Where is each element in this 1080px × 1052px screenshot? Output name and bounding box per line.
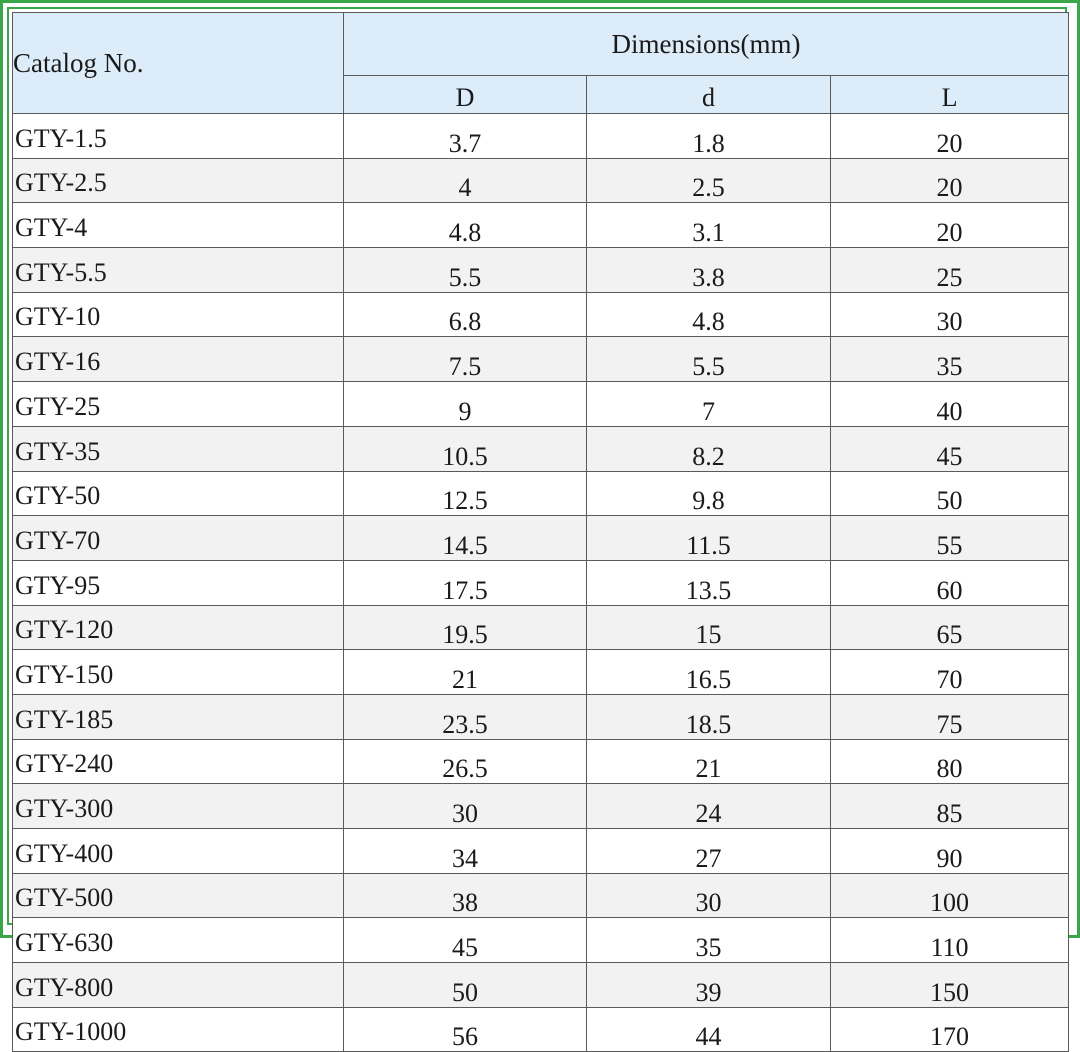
D-cell: 4.8 — [344, 203, 587, 248]
catalog-cell: GTY-185 — [13, 694, 344, 739]
column-header-d: d — [587, 76, 831, 114]
L-cell: 75 — [831, 694, 1069, 739]
d-cell: 21 — [587, 739, 831, 784]
D-cell: 5.5 — [344, 248, 587, 293]
table-row — [13, 292, 1069, 337]
L-cell: 70 — [831, 650, 1069, 695]
table-row — [13, 471, 1069, 516]
L-cell: 55 — [831, 516, 1069, 561]
L-cell: 85 — [831, 784, 1069, 829]
table-row — [13, 560, 1069, 605]
D-cell: 14.5 — [344, 516, 587, 561]
catalog-cell: GTY-5.5 — [13, 248, 344, 293]
L-cell: 25 — [831, 248, 1069, 293]
table-row — [13, 963, 1069, 1008]
column-header-L: L — [831, 76, 1069, 114]
table-body — [13, 114, 1069, 1052]
d-cell: 9.8 — [587, 471, 831, 516]
d-cell: 27 — [587, 829, 831, 874]
table-row — [13, 337, 1069, 382]
table-row — [13, 382, 1069, 427]
D-cell: 26.5 — [344, 739, 587, 784]
catalog-cell: GTY-10 — [13, 292, 344, 337]
d-cell: 15 — [587, 605, 831, 650]
d-cell: 24 — [587, 784, 831, 829]
L-cell: 90 — [831, 829, 1069, 874]
D-cell: 12.5 — [344, 471, 587, 516]
catalog-cell: GTY-50 — [13, 471, 344, 516]
catalog-cell: GTY-16 — [13, 337, 344, 382]
L-cell: 170 — [831, 1007, 1069, 1052]
d-cell: 35 — [587, 918, 831, 963]
D-cell: 34 — [344, 829, 587, 874]
table-row — [13, 650, 1069, 695]
catalog-cell: GTY-630 — [13, 918, 344, 963]
d-cell: 1.8 — [587, 114, 831, 159]
table-row — [13, 114, 1069, 159]
catalog-cell: GTY-25 — [13, 382, 344, 427]
table-row — [13, 1007, 1069, 1052]
d-cell: 5.5 — [587, 337, 831, 382]
d-cell: 2.5 — [587, 158, 831, 203]
table-row — [13, 873, 1069, 918]
D-cell: 10.5 — [344, 426, 587, 471]
L-cell: 100 — [831, 873, 1069, 918]
dimensions-header: Dimensions(mm) — [344, 13, 1069, 76]
L-cell: 35 — [831, 337, 1069, 382]
L-cell: 150 — [831, 963, 1069, 1008]
D-cell: 21 — [344, 650, 587, 695]
d-cell: 30 — [587, 873, 831, 918]
D-cell: 30 — [344, 784, 587, 829]
d-cell: 13.5 — [587, 560, 831, 605]
L-cell: 110 — [831, 918, 1069, 963]
D-cell: 19.5 — [344, 605, 587, 650]
L-cell: 20 — [831, 158, 1069, 203]
L-cell: 65 — [831, 605, 1069, 650]
catalog-cell: GTY-95 — [13, 560, 344, 605]
catalog-cell: GTY-2.5 — [13, 158, 344, 203]
table-row — [13, 784, 1069, 829]
catalog-cell: GTY-240 — [13, 739, 344, 784]
D-cell: 17.5 — [344, 560, 587, 605]
D-cell: 50 — [344, 963, 587, 1008]
catalog-cell: GTY-400 — [13, 829, 344, 874]
d-cell: 3.1 — [587, 203, 831, 248]
L-cell: 30 — [831, 292, 1069, 337]
column-header-D: D — [344, 76, 587, 114]
L-cell: 80 — [831, 739, 1069, 784]
d-cell: 3.8 — [587, 248, 831, 293]
catalog-cell: GTY-120 — [13, 605, 344, 650]
table-row — [13, 739, 1069, 784]
d-cell: 18.5 — [587, 694, 831, 739]
catalog-cell: GTY-4 — [13, 203, 344, 248]
D-cell: 38 — [344, 873, 587, 918]
d-cell: 44 — [587, 1007, 831, 1052]
table-row — [13, 158, 1069, 203]
D-cell: 6.8 — [344, 292, 587, 337]
catalog-cell: GTY-1.5 — [13, 114, 344, 159]
L-cell: 60 — [831, 560, 1069, 605]
dimensions-table — [12, 12, 1069, 1052]
d-cell: 39 — [587, 963, 831, 1008]
L-cell: 20 — [831, 114, 1069, 159]
table-row — [13, 516, 1069, 561]
L-cell: 50 — [831, 471, 1069, 516]
table-row — [13, 829, 1069, 874]
catalog-cell: GTY-300 — [13, 784, 344, 829]
d-cell: 16.5 — [587, 650, 831, 695]
catalog-cell: GTY-35 — [13, 426, 344, 471]
D-cell: 9 — [344, 382, 587, 427]
table-row — [13, 203, 1069, 248]
d-cell: 4.8 — [587, 292, 831, 337]
catalog-cell: GTY-1000 — [13, 1007, 344, 1052]
d-cell: 8.2 — [587, 426, 831, 471]
d-cell: 7 — [587, 382, 831, 427]
table-row — [13, 694, 1069, 739]
table-row — [13, 918, 1069, 963]
catalog-cell: GTY-70 — [13, 516, 344, 561]
catalog-cell: GTY-150 — [13, 650, 344, 695]
table-row — [13, 248, 1069, 293]
D-cell: 4 — [344, 158, 587, 203]
D-cell: 3.7 — [344, 114, 587, 159]
D-cell: 23.5 — [344, 694, 587, 739]
table-row — [13, 426, 1069, 471]
L-cell: 40 — [831, 382, 1069, 427]
catalog-cell: GTY-500 — [13, 873, 344, 918]
D-cell: 56 — [344, 1007, 587, 1052]
L-cell: 20 — [831, 203, 1069, 248]
d-cell: 11.5 — [587, 516, 831, 561]
catalog-header: Catalog No. — [13, 13, 344, 114]
D-cell: 45 — [344, 918, 587, 963]
table-row — [13, 605, 1069, 650]
catalog-cell: GTY-800 — [13, 963, 344, 1008]
L-cell: 45 — [831, 426, 1069, 471]
D-cell: 7.5 — [344, 337, 587, 382]
